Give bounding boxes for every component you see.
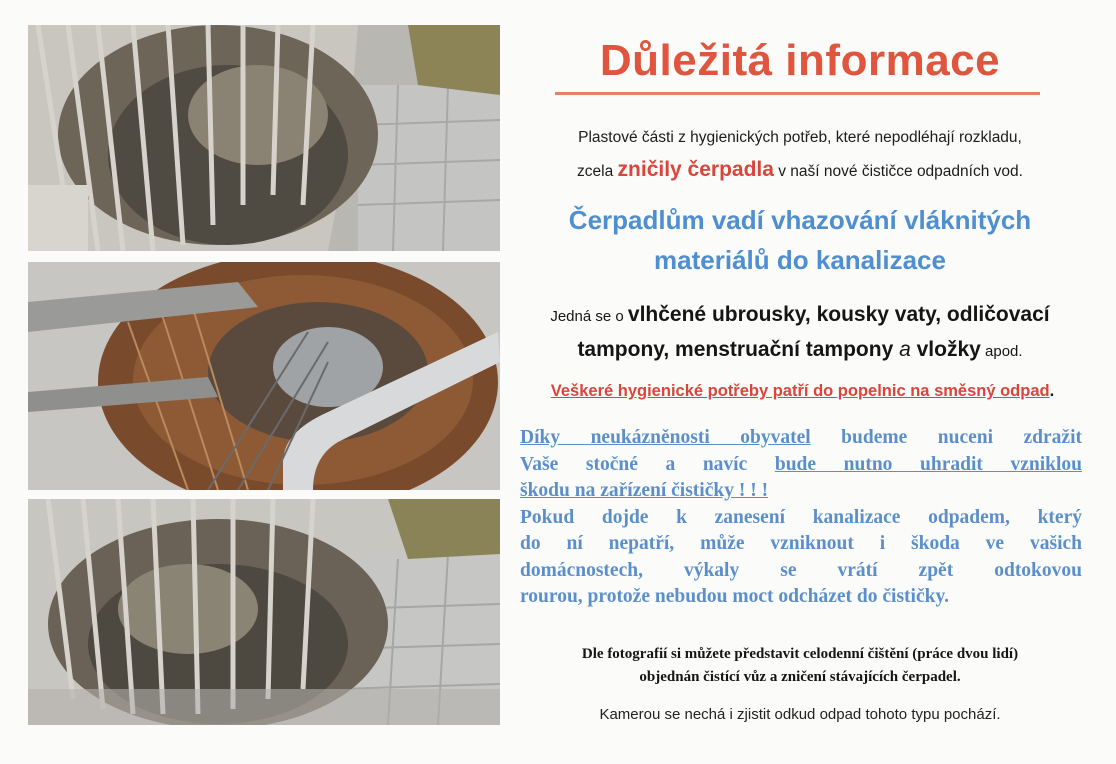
materials-text-1: vlhčené ubrousky, kousky vaty, odličovací: [627, 303, 1050, 326]
warning-text: Veškeré hygienické potřeby patří do popelnic na směsný odpad: [550, 382, 1050, 400]
materials-list: [520, 298, 1080, 368]
materials-apod: apod.: [980, 343, 1023, 360]
materials-line-2: [520, 333, 1080, 368]
notice-line-2-underlined: bude nutno uhradit vzniklou: [774, 453, 1082, 475]
notice-line-3: [520, 478, 1082, 505]
materials-conjunction: a: [899, 338, 911, 361]
title-underline: [555, 92, 1040, 95]
notice-line-1: [520, 425, 1082, 452]
photo-clogged-pump-basket-bottom: [28, 499, 500, 725]
warning-dot: .: [1049, 382, 1055, 400]
warning-line: [510, 382, 1095, 401]
subheading-line-1: Čerpadlům vadí vhazování vláknitých: [568, 205, 1032, 235]
notice-line-7: rourou, protože nebudou moct odcházet do čističky.: [520, 586, 950, 607]
intro-emphasis: zničily čerpadla: [617, 158, 774, 181]
intro-line-2-end: v naší nové čističce odpadních vod.: [773, 163, 1023, 180]
notice-line-1-underlined: Díky neukázněnosti obyvatel: [520, 427, 811, 448]
footnote-line-1: Dle fotografií si můžete představit celodenní čištění (práce dvou lidí): [581, 646, 1019, 662]
notice-line-3-underlined: škodu na zařízení čističky ! ! !: [520, 480, 769, 501]
materials-lead: Jedná se o: [550, 308, 628, 325]
closing-line: Kamerou se nechá i zjistit odkud odpad tohoto typu pochází.: [599, 706, 1001, 723]
footnote-line-2: objednán čistící vůz a zničení stávajících čerpadel.: [639, 669, 961, 685]
materials-line-1: [520, 298, 1080, 333]
page-title: Důležitá informace: [599, 36, 1001, 85]
notice-line-2: [520, 452, 1082, 479]
materials-text-2b: vložky: [910, 338, 981, 361]
intro-line-1: Plastové části z hygienických potřeb, které nepodléhají rozkladu,: [578, 129, 1022, 146]
notice-paragraph: [520, 425, 1082, 611]
notice-line-4: Pokud dojde k zanesení kanalizace odpadem, který: [520, 506, 1082, 528]
intro-line-2: [520, 154, 1080, 188]
subheading-line-2: materiálů do kanalizace: [654, 245, 946, 275]
notice-line-6: domácnostech, výkaly se vrátí zpět odtokovou: [520, 559, 1082, 581]
intro-paragraph: [520, 122, 1080, 188]
notice-line-2-start: Vaše stočné a navíc: [520, 453, 775, 475]
intro-line-2-start: zcela: [577, 163, 618, 180]
photo-pump-shaft-from-above: [28, 262, 500, 490]
photo-clogged-pump-basket-top: [28, 25, 500, 251]
subheading: [520, 200, 1080, 280]
footnote: [520, 643, 1080, 689]
materials-text-2a: tampony, menstruační tampony: [577, 338, 900, 361]
notice-line-5: do ní nepatří, může vzniknout i škoda ve vašich: [520, 533, 1082, 554]
notice-line-1-rest: budeme nuceni zdražit: [810, 427, 1082, 448]
